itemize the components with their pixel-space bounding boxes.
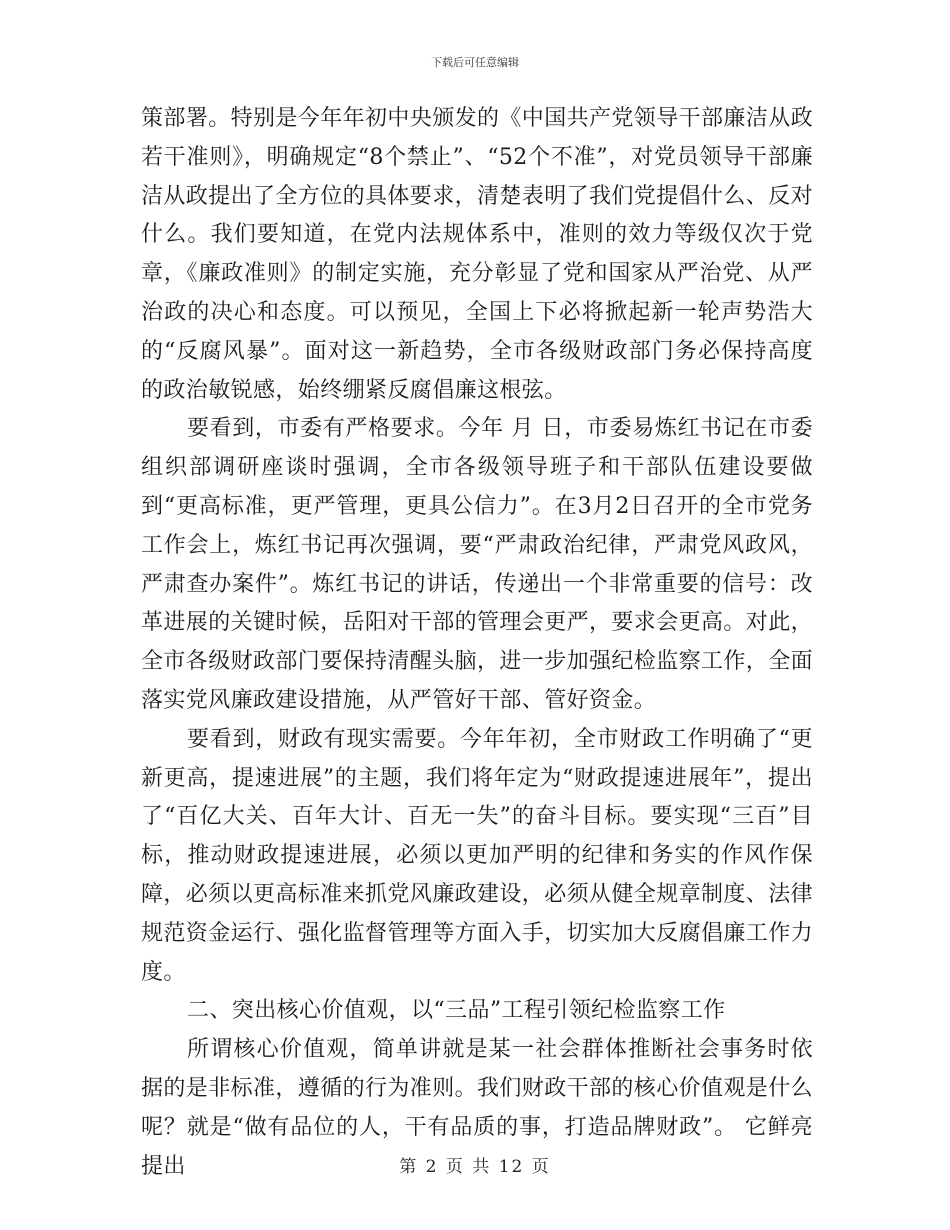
page-header: 下载后可任意编辑 bbox=[431, 56, 519, 69]
paragraph-4: 所谓核心价值观，简单讲就是某一社会群体推断社会事务时依据的是非标准，遵循的行为准则。我们财政干部的核心价值观是什么呢？就是“做有品位的人，干有品质的事，打造品牌财政”。 它鲜亮提出 bbox=[141, 1037, 814, 1179]
page-number-footer: 第 2 页 共 12 页 bbox=[399, 1157, 551, 1177]
section-heading: 二、突出核心价值观，以“三品”工程引领纪检监察工作 bbox=[187, 998, 726, 1024]
document-body bbox=[141, 100, 813, 1186]
paragraph-1: 策部署。特别是今年年初中央颁发的《中国共产党领导干部廉洁从政若干准则》，明确规定“8个禁止”、“52个不准”，对党员领导干部廉洁从政提出了全方位的具体要求，清楚表明了我们党提倡什么、反对什么。我们要知道，在党内法规体系中，准则的效力等级仅次于党章，《廉政准则》的制定实施，充分彰显了党和国家从严治党、从严治政的决心和态度。可以预见，全国上下必将掀起新一轮声势浩大的“反腐风暴”。面对这一新趋势，全市各级财政部门务必保持高度的政治敏锐感，始终绷紧反腐倡廉这根弦。 bbox=[141, 106, 814, 403]
paragraph-3: 要看到，财政有现实需要。今年年初，全市财政工作明确了“更新更高，提速进展”的主题，我们将年定为“财政提速进展年”，提出了“百亿大关、百年大计、百无一失”的奋斗目标。要实现“三百”目标，推动财政提速进展，必须以更加严明的纪律和务实的作风作保障，必须以更高标准来抓党风廉政建设，必须从健全规章制度、法律规范资金运行、强化监督管理等方面入手，切实加大反腐倡廉工作力度。 bbox=[141, 726, 814, 985]
paragraph-2: 要看到，市委有严格要求。今年 月 日，市委易炼红书记在市委组织部调研座谈时强调，全市各级领导班子和干部队伍建设要做到“更高标准，更严管理，更具公信力”。在3月2日召开的全市党务工作会上，炼红书记再次强调，要“严肃政治纪律，严肃党风政风，严肃查办案件”。炼红书记的讲话，传递出一个非常重要的信号：改革进展的关键时候，岳阳对干部的管理会更严，要求会更高。对此，全市各级财政部门要保持清醒头脑，进一步加强纪检监察工作，全面落实党风廉政建设措施，从严管好干部、管好资金。 bbox=[141, 416, 814, 713]
